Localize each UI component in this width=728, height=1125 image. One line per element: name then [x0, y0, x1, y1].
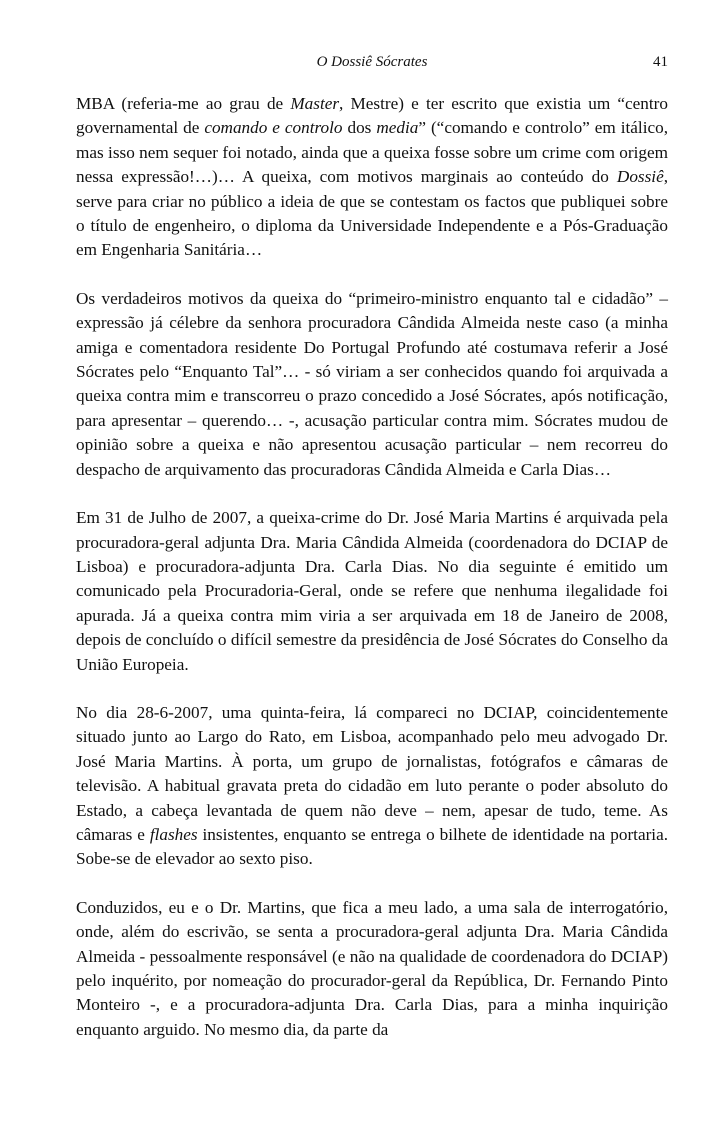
paragraph-1 — [76, 92, 668, 263]
text-run: dos — [342, 118, 377, 138]
italic-text: comando e controlo — [204, 118, 343, 138]
text-run: , Mestre) e ter escrito que existia um “centro governamental de — [76, 94, 668, 138]
text-run: ” (“comando e controlo” em itálico, mas isso nem sequer foi notado, ainda que a queixa fosse sobre um crime com origem nessa expressão!…)… A queixa, com motivos marginais ao conteúdo do — [76, 118, 668, 187]
paragraph-5: Conduzidos, eu e o Dr. Martins, que fica a meu lado, a uma sala de interrogatório, onde, além do escrivão, se senta a procuradora-geral adjunta Dra. Maria Cândida Almeida - pessoalmente responsável (e não na qualidade de coordenadora do DCIAP) pelo inquérito, por nomeação do procurador-geral da República, Dr. Fernando Pinto Monteiro -, e a procuradora-adjunta Dra. Carla Dias, para a minha inquirição enquanto arguido. No mesmo dia, da parte da — [76, 897, 668, 1039]
text-run: No dia 28-6-2007, uma quinta-feira, lá compareci no DCIAP, coincidentemente situado junto ao Largo do Rato, em Lisboa, acompanhado pelo meu advogado Dr. José Maria Martins. À porta, um grupo de jornalistas, fotógrafos e câmaras de televisão. A habitual gravata preta do cidadão em luto perante o poder absoluto do Estado, a cabeça levantada de quem não deve – nem, apesar de tudo, teme. As câmaras e — [76, 702, 668, 844]
italic-text: media — [376, 118, 419, 138]
page-number: 41 — [653, 54, 668, 70]
italic-text: Master — [290, 94, 340, 113]
italic-text: flashes — [149, 824, 198, 844]
paragraph-3: Em 31 de Julho de 2007, a queixa-crime do Dr. José Maria Martins é arquivada pela procuradora-geral adjunta Dra. Maria Cândida Almeida (coordenadora do DCIAP de Lisboa) e procuradora-adjunta Dra. Carla Dias. No dia seguinte é emitido um comunicado pela Procuradoria-Geral, onde se refere que nenhuma ilegalidade foi apurada. Já a queixa contra mim viria a ser arquivada em 18 de Janeiro de 2008, depois de concluído o difícil semestre da presidência de José Sócrates do Conselho da União Europeia. — [76, 508, 668, 674]
text-run: , serve para criar no público a ideia de que se contestam os factos que publiquei sobre o título de engenheiro, o diploma da Universidade Independente e a Pós-Graduação em Engenharia Sanitária… — [76, 167, 668, 260]
text-run: MBA (referia-me ao grau de — [76, 94, 291, 113]
paragraph-4 — [76, 701, 668, 872]
body-text — [76, 92, 668, 1066]
paragraph-2: Os verdadeiros motivos da queixa do “primeiro-ministro enquanto tal e cidadão” – expressão já célebre da senhora procuradora Cândida Almeida neste caso (a minha amiga e comentadora residente Do Portugal Profundo até costumava referir a José Sócrates pelo “Enquanto Tal”… - só viriam a ser conhecidos quando foi arquivada a queixa contra mim e transcorreu o prazo concedido a José Sócrates, após notificação, para apresentar – querendo… -, acusação particular contra mim. Sócrates mudou de opinião sobre a queixa e não apresentou acusação particular – nem recorreu do despacho de arquivamento das procuradoras Cândida Almeida e Carla Dias… — [76, 288, 668, 479]
text-run: insistentes, enquanto se entrega o bilhete de identidade na portaria. Sobe-se de elevador ao sexto piso. — [76, 824, 668, 869]
italic-text: Dossiê — [616, 167, 664, 187]
running-title: O Dossiê Sócrates — [316, 54, 428, 70]
page-header — [76, 54, 668, 76]
